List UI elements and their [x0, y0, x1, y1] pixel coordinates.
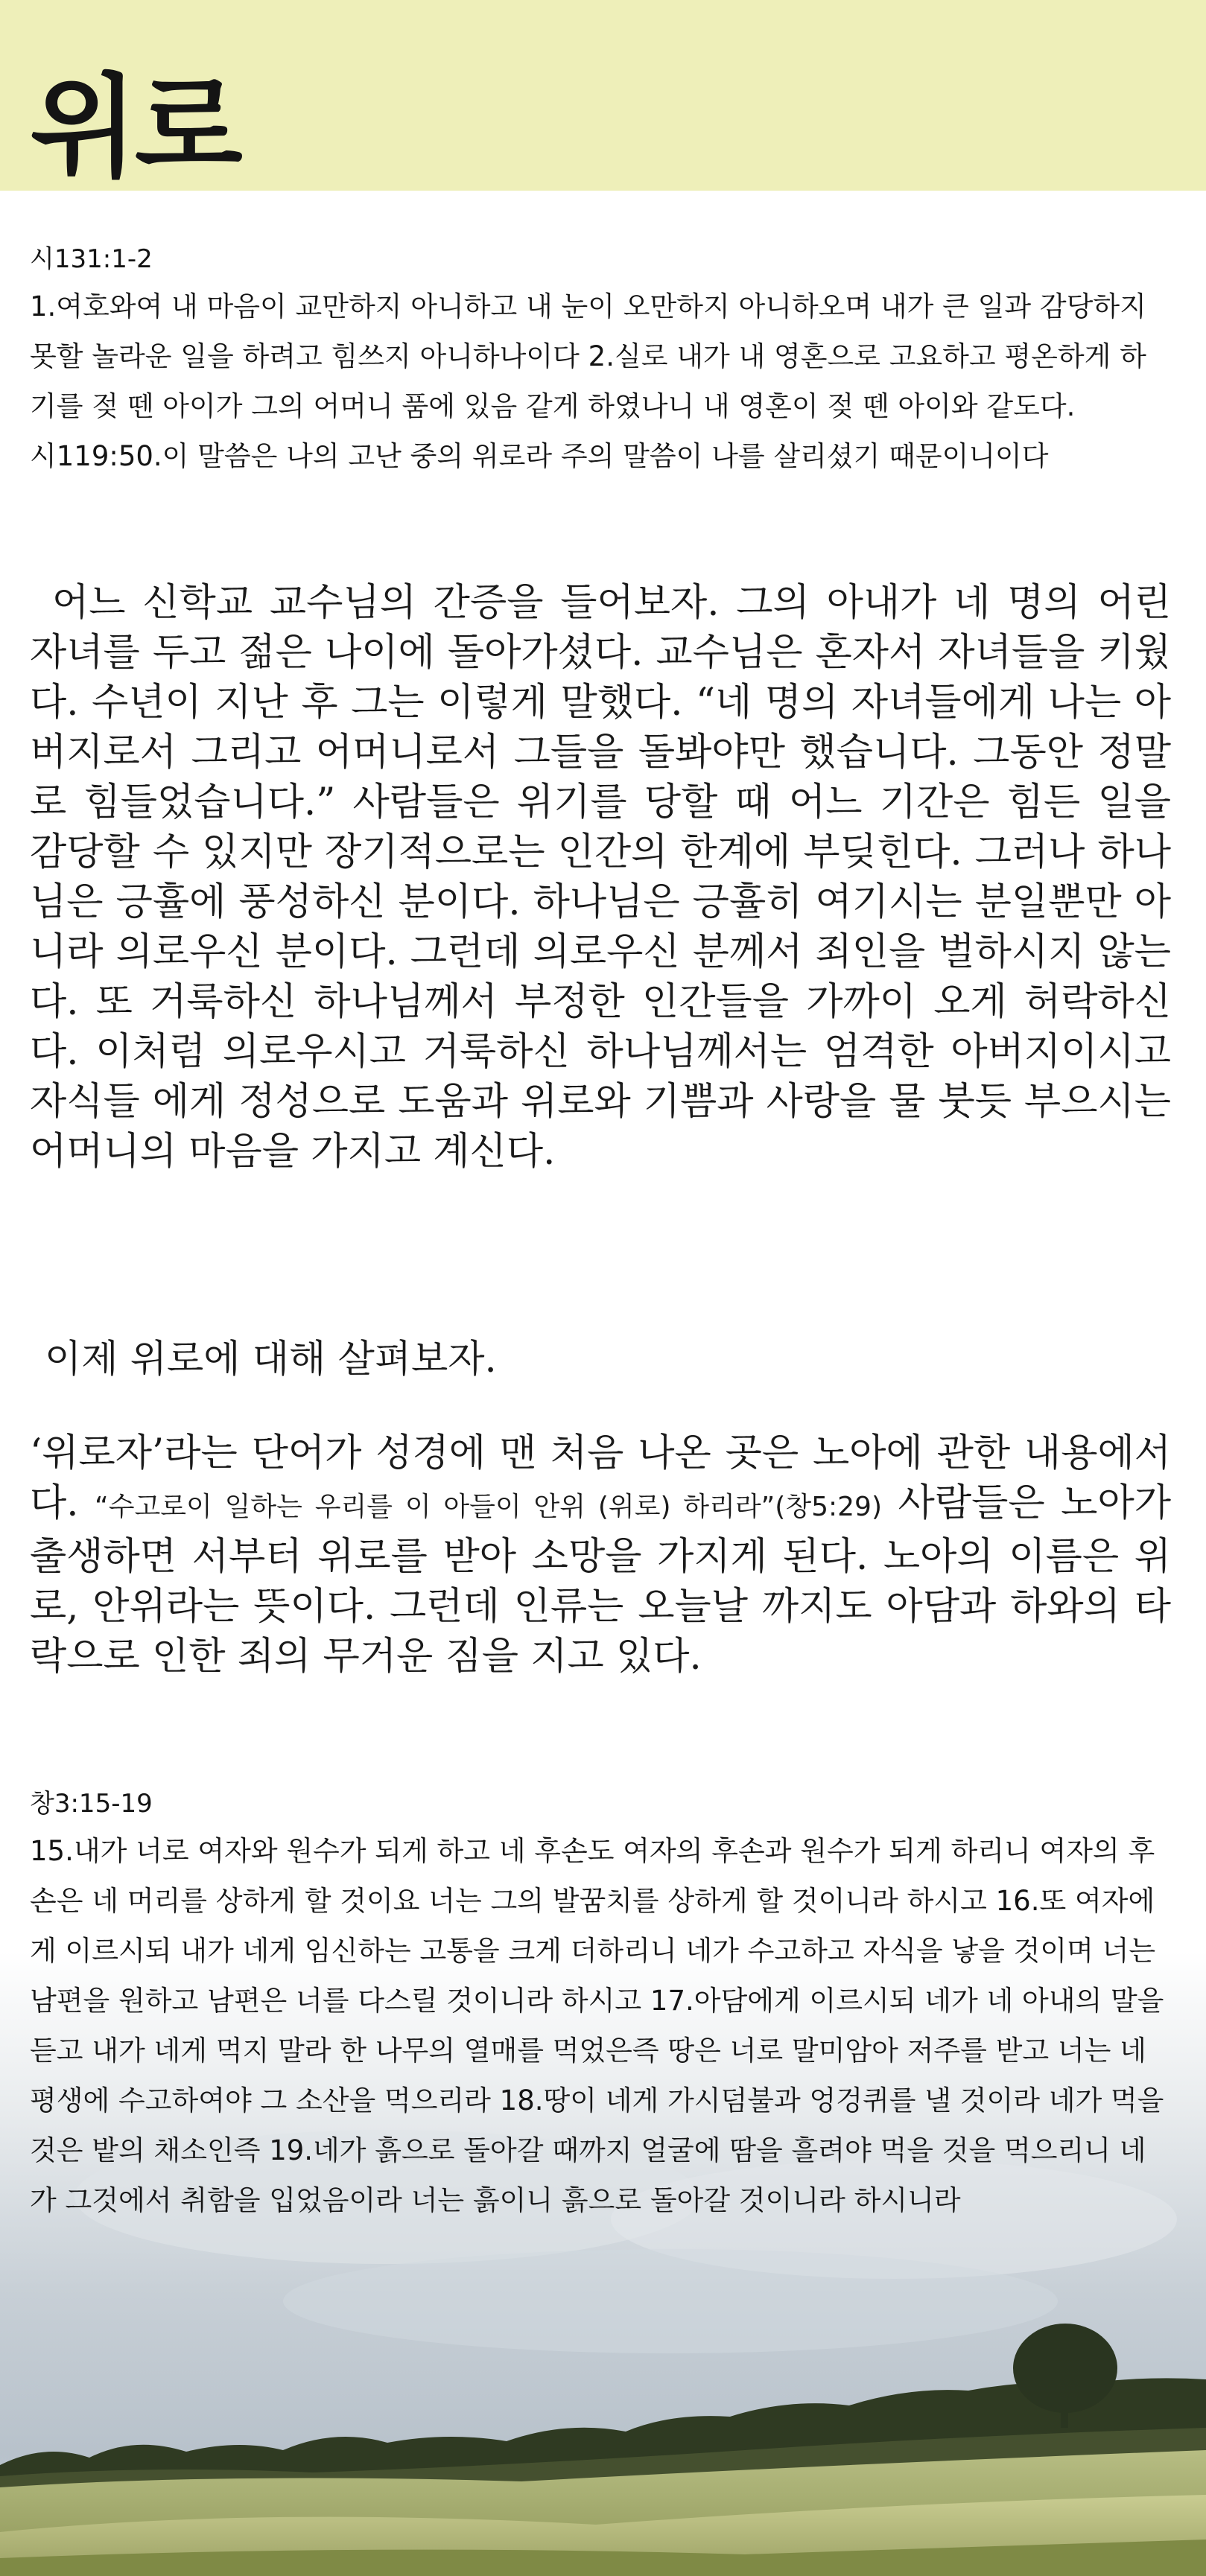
- scripture-verse: 시119:50.이 말씀은 나의 고난 중의 위로라 주의 말씀이 나를 살리셨기 때문이니이다: [30, 440, 1049, 472]
- paragraph-intro: 이제 위로에 대해 살펴보자.: [45, 1338, 497, 1381]
- paragraph-noah-quote: “수고로이 일하는 우리를 이 아들이 안위 (위로) 하리라”(창5:29): [95, 1492, 882, 1522]
- scripture-reference: 창3:15-19: [30, 1789, 153, 1819]
- paragraph-noah: [30, 1428, 1171, 1682]
- paragraph-testimony: 어느 신학교 교수님의 간증을 들어보자. 그의 아내가 네 명의 어린 자녀를 두고 젊은 나이에 돌아가셨다. 교수님은 혼자서 자녀들을 키웠다. 수년이 지난 후 그는 이렇게 말했다. “네 명의 자녀들에게 나는 아버지로서 그리고 어머니로서 그들을 돌봐야만 했습니다. 그동안 정말로 힘들었습니다.” 사람들은 위기를 당할 때 어느 기간은 힘든 일을 감당할 수 있지만 장기적으로는 인간의 한계에 부딪힌다. 그러나 하나님은 긍휼에 풍성하신 분이다. 하나님은 긍휼히 여기시는 분일뿐만 아니라 의로우신 분이다. 그런데 의로우신 분께서 죄인을 벌하시지 않는다. 또 거룩하신 하나님께서 부정한 인간들을 가까이 오게 허락하신다. 이처럼 의로우시고 거룩하신 하나님께서는 엄격한 아버지이시고 자식들 에게 정성으로 도움과 위로와 기쁨과 사랑을 물 붓듯 부으시는 어머니의 마음을 가지고 계신다.: [30, 581, 1171, 1174]
- scripture-passage-2: [30, 1781, 1171, 2225]
- scripture-reference: 시131:1-2: [30, 244, 153, 274]
- page-title: 위로: [30, 63, 240, 193]
- paragraph-noah-part2: 사람들은 노아가 출생하면 서부터 위로를 받아 소망을 가지게 된다. 노아의 이름은 위로, 안위라는 뜻이다. 그런데 인류는 오늘날 까지도 아담과 하와의 타락으로 인한 죄의 무거운 짐을 지고 있다.: [30, 1481, 1171, 1679]
- scripture-text: 1.여호와여 내 마음이 교만하지 아니하고 내 눈이 오만하지 아니하오며 내가 큰 일과 감당하지 못할 놀라운 일을 하려고 힘쓰지 아니하나이다 2.실로 내가 내 영혼으로 고요하고 평온하게 하기를 젖 뗀 아이가 그의 어머니 품에 있음 같게 하였나니 내 영혼이 젖 뗀 아이와 같도다.: [30, 290, 1146, 422]
- paragraph-noah-part1: ‘위로자’라는 단어가 성경에 맨 처음 나온 곳은 노아에 관한 내용에서다.: [30, 1431, 1171, 1525]
- scripture-passage-1: [30, 237, 1171, 481]
- scripture-text: 15.내가 너로 여자와 원수가 되게 하고 네 후손도 여자의 후손과 원수가 되게 하리니 여자의 후손은 네 머리를 상하게 할 것이요 너는 그의 발꿈치를 상하게 할 것이니라 하시고 16.또 여자에게 이르시되 내가 네게 임신하는 고통을 크게 더하리니 네가 수고하고 자식을 낳을 것이며 너는 남편을 원하고 남편은 너를 다스릴 것이니라 하시고 17.아담에게 이르시되 네가 네 아내의 말을 듣고 내가 네게 먹지 말라 한 나무의 열매를 먹었은즉 땅은 너로 말미암아 저주를 받고 너는 네 평생에 수고하여야 그 소산을 먹으리라 18.땅이 네게 가시덤불과 엉겅퀴를 낼 것이라 네가 먹을 것은 밭의 채소인즉 19.네가 흙으로 돌아갈 때까지 얼굴에 땀을 흘려야 먹을 것을 먹으리니 네가 그것에서 취함을 입었음이라 너는 흙이니 흙으로 돌아갈 것이니라 하시니라: [30, 1835, 1164, 2216]
